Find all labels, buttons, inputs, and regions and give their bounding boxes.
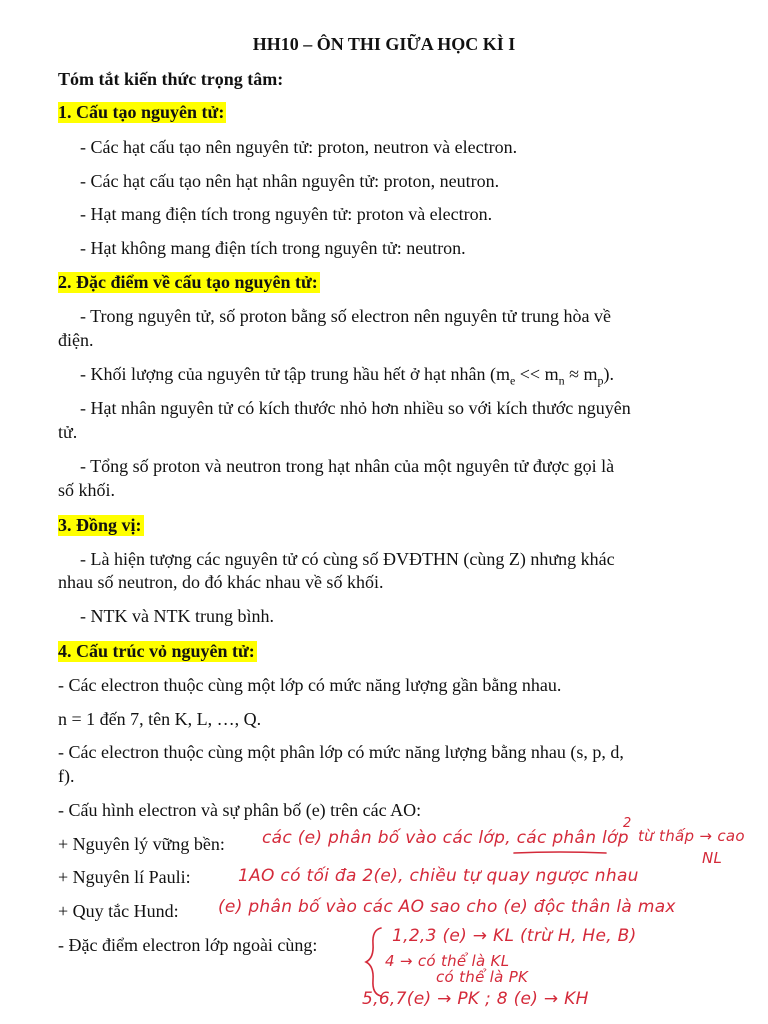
handwriting-outer-3: 5,6,7(e) → PK ; 8 (e) → KH xyxy=(362,989,589,1009)
mass-sub-e: e xyxy=(509,373,516,388)
list-item: - Các electron thuộc cùng một phân lớp có mức năng lượng bằng nhau (s, p, d, xyxy=(58,742,624,762)
list-item-continuation: số khối. xyxy=(58,480,116,500)
heading-text: 3. Đồng vị: xyxy=(58,515,142,535)
handwriting-ben-vung-end: từ thấp → cao xyxy=(638,827,745,845)
list-item: n = 1 đến 7, tên K, L, …, Q. xyxy=(58,709,262,729)
list-item xyxy=(80,363,614,392)
handwriting-underline xyxy=(514,852,606,853)
heading-text: 4. Cấu trúc vỏ nguyên tử: xyxy=(58,641,255,661)
list-item: - Hạt mang điện tích trong nguyên tử: proton và electron. xyxy=(80,204,493,224)
handwriting-nl: NL xyxy=(702,849,723,867)
list-item: - Cấu hình electron và sự phân bố (e) trên các AO: xyxy=(58,800,422,820)
list-item: - NTK và NTK trung bình. xyxy=(80,606,274,626)
list-item: - Hạt không mang điện tích trong nguyên tử: neutron. xyxy=(80,238,466,258)
list-item-continuation: f). xyxy=(58,766,75,786)
list-item: - Các hạt cấu tạo nên hạt nhân nguyên tử: proton, neutron. xyxy=(80,171,500,191)
list-item: - Các hạt cấu tạo nên nguyên tử: proton, neutron và electron. xyxy=(80,137,518,157)
list-item-continuation: tử. xyxy=(58,422,78,442)
handwriting-outer-2b: có thể là PK xyxy=(436,968,529,986)
handwriting-outer-2a: 4 → có thể là KL xyxy=(385,952,510,970)
summary-heading: Tóm tắt kiến thức trọng tâm: xyxy=(58,69,284,89)
mass-text: - Khối lượng của nguyên tử tập trung hầu hết ở hạt nhân (m xyxy=(80,364,510,384)
list-item: - Hạt nhân nguyên tử có kích thước nhỏ hơn nhiều so với kích thước nguyên xyxy=(80,398,631,418)
heading-text: 1. Cấu tạo nguyên tử: xyxy=(58,102,225,122)
rule-hund-label: + Quy tắc Hund: xyxy=(58,901,179,921)
list-item: - Trong nguyên tử, số proton bằng số electron nên nguyên tử trung hòa về xyxy=(80,306,611,326)
mass-sub-n: n xyxy=(558,373,565,388)
section-heading-1 xyxy=(58,101,226,123)
handwriting-brace xyxy=(366,928,381,996)
list-item: - Là hiện tượng các nguyên tử có cùng số ĐVĐTHN (cùng Z) nhưng khác xyxy=(80,549,615,569)
handwriting-ben-vung: các (e) phân bố vào các lớp, các phân lớp xyxy=(262,828,629,848)
list-item: - Tổng số proton và neutron trong hạt nhân của một nguyên tử được gọi là xyxy=(80,456,615,476)
page-title: HH10 – ÔN THI GIỮA HỌC KÌ I xyxy=(252,34,516,54)
rule-ben-vung-label: + Nguyên lý vững bền: xyxy=(58,834,225,854)
mass-sub-p: p xyxy=(597,373,604,388)
handwriting-outer-1: 1,2,3 (e) → KL (trừ H, He, B) xyxy=(392,926,637,946)
handwriting-pauli: 1AO có tối đa 2(e), chiều tự quay ngược nhau xyxy=(238,866,639,886)
mass-mid: << m xyxy=(515,364,559,384)
section-heading-2 xyxy=(58,271,320,293)
handwriting-superscript: 2 xyxy=(623,816,632,831)
list-item: - Các electron thuộc cùng một lớp có mức năng lượng gần bằng nhau. xyxy=(58,675,562,695)
rule-pauli-label: + Nguyên lí Pauli: xyxy=(58,867,191,887)
heading-text: 2. Đặc điểm về cấu tạo nguyên tử: xyxy=(58,272,318,292)
list-item-continuation: nhau số neutron, do đó khác nhau về số khối. xyxy=(58,572,384,592)
list-item-continuation: điện. xyxy=(58,330,94,350)
handwriting-hund: (e) phân bố vào các AO sao cho (e) độc thân là max xyxy=(218,897,676,917)
outer-electron-label: - Đặc điểm electron lớp ngoài cùng: xyxy=(58,935,318,955)
section-heading-3 xyxy=(58,514,144,536)
mass-approx: ≈ m xyxy=(564,364,598,384)
section-heading-4 xyxy=(58,640,257,662)
mass-end: ). xyxy=(603,364,614,384)
